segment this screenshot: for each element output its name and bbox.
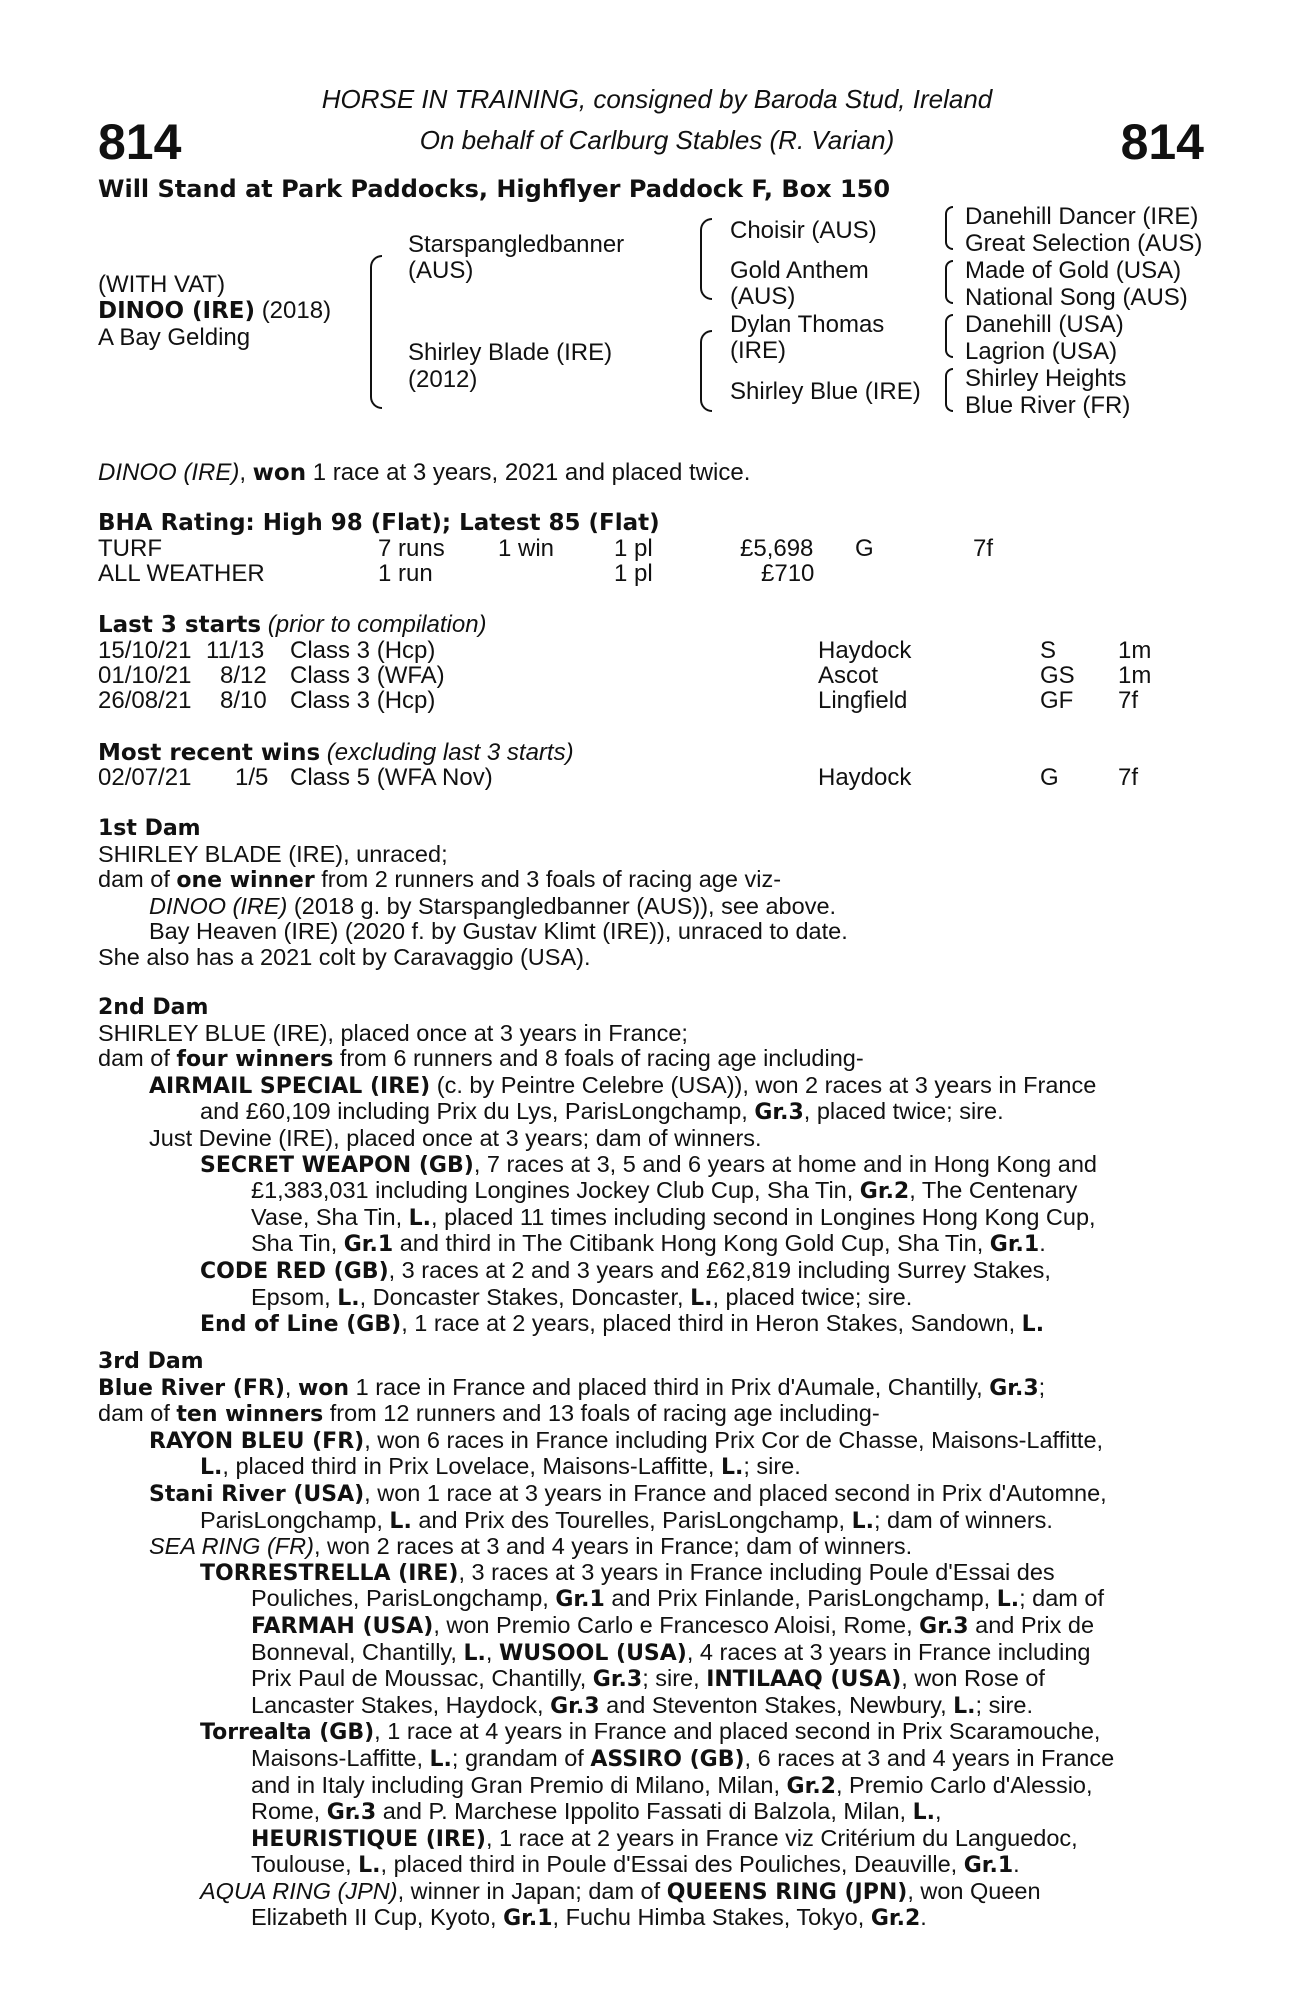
text: ,	[935, 1798, 942, 1825]
form-class: Class 3 (Hcp)	[290, 637, 436, 664]
first-dam-title: 1st Dam	[98, 816, 201, 841]
dd-brace	[945, 368, 953, 412]
winners-count: one winner	[176, 868, 315, 894]
grade: L.	[851, 1508, 874, 1534]
text: ; dam of	[1019, 1585, 1104, 1612]
text: and Steventon Stakes, Newbury,	[599, 1691, 954, 1718]
text: Toulouse,	[251, 1851, 359, 1878]
dam-dam-dam: Blue River (FR)	[965, 392, 1131, 419]
consignor-line: HORSE IN TRAINING, consigned by Baroda Stud, Ireland	[321, 84, 993, 114]
grade: L.	[953, 1693, 976, 1719]
rating-runs: 7 runs	[378, 535, 445, 562]
sire-dam-sire: Made of Gold (USA)	[965, 257, 1182, 284]
text: , Fuchu Himba Stakes, Tokyo,	[552, 1904, 871, 1931]
dam-sire-line2: (IRE)	[730, 337, 786, 364]
dam-brace	[700, 330, 712, 412]
grade: L.	[408, 1205, 432, 1231]
text: and Prix Finlande, ParisLongchamp,	[604, 1585, 997, 1612]
third-dam-section: 3rd Dam Blue River (FR), won 1 race in France and placed third in Prix d'Aumale, Chantilly, Gr.3; dam of ten winners from 12 runners and 13 foals of racing age including- RAYON BLEU (FR), won 6 races in France including Prix Cor de Chasse, Maisons-Laffitte, L., placed third in Prix Lovelace, Maisons-Laffitte, L.; sire. Stani River (USA), won 1 race at 3 years in France and placed second in Prix d'Automne, ParisLongchamp, L. and Prix des Tourelles, ParisLongchamp, L.; dam of winners. SEA RING (FR), won 2 races at 3 and 4 years in France; dam of winners. TORRESTRELLA (IRE), 3 races at 3 years in France including Poule d'Essai des Pouliches, ParisLongchamp, Gr.1 and Prix Finlande, ParisLongchamp, L.; dam of FARMAH (USA), won Premio Carlo e Francesco Aloisi, Rome, Gr.3 and Prix de Bonneval, Chantilly, L., WUSOOL (USA), 4 races at 3 years in France including Prix Paul de Moussac, Chantilly, Gr.3; sire, INTILAAQ (USA), won Rose of Lancaster Stakes, Haydock, Gr.3 and Steventon Stakes, Newbury, L.; sire. Torrealta (GB), 1 race at 4 years in France and placed second in Prix Scaramouche, Maisons-Laffitte, L.; grandam of ASSIRO (GB), 6 races at 3 and 4 years in France and in Italy including Gran Premio di Milano, Milan, Gr.2, Premio Carlo d'Alessio, Rome, Gr.3 and P. Marchese Ippolito Fassati di Balzola, Milan, L., HEURISTIQUE (IRE), 1 race at 2 years in France viz Critérium du Languedoc, Toulouse, L., placed third in Poule d'Essai des Pouliches, Deauville, Gr.1. AQUA RING (JPN), winner in Japan; dam of QUEENS RING (JPN), won Queen Elizabeth II Cup, Kyoto, Gr.1, Fuchu Himba Stakes, Tokyo, Gr.2.	[98, 1349, 1115, 1932]
grade: Gr.1	[963, 1853, 1014, 1879]
text: , 1 race at 2 years in France viz Critérium du Languedoc,	[486, 1824, 1078, 1851]
text: ; sire,	[642, 1665, 707, 1692]
form-going: S	[1040, 637, 1057, 664]
text: ; dam of winners.	[873, 1506, 1053, 1533]
text: Pouliches, ParisLongchamp,	[251, 1585, 556, 1612]
grade: L.	[912, 1800, 936, 1826]
progeny-name: TORRESTRELLA (IRE)	[200, 1560, 459, 1586]
text: , winner in Japan; dam of	[397, 1877, 667, 1904]
text: .	[1039, 1230, 1046, 1257]
summary-horse: DINOO (IRE)	[98, 459, 240, 486]
text: , won 2 races at 3 and 4 years in France; dam of winners.	[313, 1533, 913, 1560]
form-position: 8/10	[220, 687, 267, 714]
form-distance: 1m	[1118, 662, 1152, 689]
text: , 4 races at 3 years in France including	[686, 1638, 1091, 1665]
rating-distance: 7f	[973, 535, 994, 562]
text: Vase, Sha Tin,	[251, 1203, 409, 1230]
dam-line1: Shirley Blade (IRE)	[408, 339, 613, 366]
race-summary: DINOO (IRE), won 1 race at 3 years, 2021 and placed twice.	[98, 459, 751, 486]
dam-sire-line1: Dylan Thomas	[730, 311, 885, 338]
form-distance: 7f	[1118, 764, 1139, 791]
grade: L.	[463, 1640, 486, 1666]
text: and P. Marchese Ippolito Fassati di Balzola, Milan,	[376, 1798, 913, 1825]
text: dam of	[98, 1045, 177, 1072]
grade: L.	[358, 1853, 381, 1879]
second-dam-section	[98, 994, 1200, 1338]
progeny-name: WUSOOL (USA)	[498, 1640, 687, 1666]
horse-description: A Bay Gelding	[98, 324, 251, 351]
summary-won: won	[252, 460, 307, 486]
grade: L.	[389, 1508, 412, 1534]
progeny-name: AIRMAIL SPECIAL (IRE)	[149, 1073, 431, 1099]
grade: Gr.3	[754, 1100, 804, 1126]
rating-wins: 1 win	[498, 535, 555, 562]
text: from 12 runners and 13 foals of racing age including-	[323, 1400, 880, 1427]
won: won	[297, 1375, 350, 1401]
pedigree-brace	[370, 255, 382, 409]
progeny-name: HEURISTIQUE (IRE)	[251, 1826, 486, 1852]
text: 1 race in France and placed third in Prix d'Aumale, Chantilly,	[349, 1373, 990, 1400]
text: Bonneval, Chantilly,	[251, 1638, 464, 1665]
sire-dam-dam: National Song (AUS)	[965, 284, 1188, 311]
sire-line2: (AUS)	[408, 257, 474, 284]
rating-title: BHA Rating: High 98 (Flat); Latest 85 (Flat)	[98, 510, 660, 536]
text: .	[920, 1904, 927, 1931]
dam-dam-sire: Shirley Heights	[965, 365, 1127, 392]
last3-heading	[98, 612, 487, 638]
text: Sha Tin,	[251, 1230, 344, 1257]
sire-brace	[700, 218, 712, 300]
text: , placed third in Poule d'Essai des Pouliches, Deauville,	[380, 1851, 964, 1878]
form-date: 01/10/21	[98, 662, 192, 689]
grade: Gr.2	[870, 1906, 921, 1932]
winners-count: ten winners	[176, 1402, 324, 1428]
progeny-name: SECRET WEAPON (GB)	[200, 1152, 474, 1178]
vat-label: (WITH VAT)	[98, 271, 226, 298]
dam-name: Blue River (FR)	[98, 1375, 285, 1401]
ds-brace	[945, 314, 953, 358]
progeny-name: SEA RING (FR)	[149, 1533, 314, 1560]
text: , 3 races at 2 and 3 years and £62,819 including Surrey Stakes,	[388, 1256, 1051, 1283]
recent-heading	[98, 740, 574, 766]
recent-note: (excluding last 3 starts)	[320, 739, 574, 766]
dam-line2: (2012)	[408, 366, 478, 393]
second-dam-title: 2nd Dam	[98, 995, 209, 1020]
text: , placed third in Prix Lovelace, Maisons-Laffitte,	[222, 1453, 721, 1480]
form-position: 1/5	[235, 764, 269, 791]
progeny-name: DINOO (IRE)	[149, 892, 288, 919]
text: Elizabeth II Cup, Kyoto,	[251, 1904, 504, 1931]
sire-dam-line1: Gold Anthem	[730, 257, 869, 284]
form-going: GS	[1040, 662, 1075, 689]
horse-year: (2018)	[261, 297, 332, 324]
rating-going: G	[855, 535, 874, 562]
dam-dam: Shirley Blue (IRE)	[730, 378, 921, 405]
grade: L.	[337, 1285, 360, 1311]
progeny-name: QUEENS RING (JPN)	[666, 1879, 908, 1905]
grade: L.	[720, 1455, 744, 1481]
form-date: 26/08/21	[98, 687, 192, 714]
text: ; sire.	[975, 1691, 1033, 1718]
grade: Gr.3	[592, 1667, 643, 1693]
sire-dam-line2: (AUS)	[730, 283, 796, 310]
progeny-name: INTILAAQ (USA)	[706, 1667, 902, 1693]
first-dam-line: SHIRLEY BLADE (IRE), unraced;	[98, 840, 448, 867]
grade: Gr.1	[989, 1232, 1040, 1258]
dam-sire-sire: Danehill (USA)	[965, 311, 1124, 338]
text: from 6 runners and 8 foals of racing age including-	[333, 1045, 864, 1072]
text: Epsom,	[251, 1283, 338, 1310]
text: Rome,	[251, 1798, 327, 1825]
sire-sire-dam: Great Selection (AUS)	[965, 230, 1203, 257]
text: , won 6 races in France including Prix Cor de Chasse, Maisons-Laffitte,	[364, 1426, 1104, 1453]
text: , 7 races at 3, 5 and 6 years at home and in Hong Kong and	[473, 1150, 1097, 1177]
text: (2018 g. by Starspangledbanner (AUS)), see above.	[287, 892, 837, 919]
rating-placed: 1 pl	[614, 535, 653, 562]
rating-placed: 1 pl	[614, 560, 653, 587]
last3-title: Last 3 starts	[98, 612, 262, 638]
form-position: 8/12	[220, 662, 267, 689]
sire-sire: Choisir (AUS)	[730, 217, 877, 244]
grade: Gr.3	[989, 1375, 1039, 1401]
text: dam of	[98, 1400, 177, 1427]
form-class: Class 5 (WFA Nov)	[290, 764, 493, 791]
text: , 1 race at 4 years in France and placed second in Prix Scaramouche,	[374, 1718, 1101, 1745]
text: dam of	[98, 866, 177, 893]
sire-line1: Starspangledbanner	[408, 231, 625, 258]
progeny-name: RAYON BLEU (FR)	[149, 1428, 365, 1454]
text: , placed twice; sire.	[803, 1098, 1004, 1125]
text: and Prix des Tourelles, ParisLongchamp,	[411, 1506, 852, 1533]
rating-prize: £5,698	[740, 535, 814, 562]
progeny-line: She also has a 2021 colt by Caravaggio (USA).	[98, 943, 591, 970]
grade: L.	[429, 1746, 452, 1772]
grade: Gr.1	[503, 1906, 553, 1932]
form-course: Lingfield	[818, 687, 908, 714]
sd-brace	[945, 260, 953, 304]
text: Prix Paul de Moussac, Chantilly,	[251, 1665, 593, 1692]
text: ; grandam of	[451, 1744, 591, 1771]
form-distance: 1m	[1118, 637, 1152, 664]
winners-count: four winners	[176, 1047, 334, 1073]
text: and in Italy including Gran Premio di Milano, Milan,	[251, 1771, 787, 1798]
text: and third in The Citibank Hong Kong Gold Cup, Sha Tin,	[393, 1230, 990, 1257]
stand-location: Will Stand at Park Paddocks, Highflyer Paddock F, Box 150	[98, 175, 891, 203]
text: and Prix de	[968, 1611, 1095, 1638]
grade: L.	[200, 1455, 223, 1481]
text: , won Premio Carlo e Francesco Aloisi, Rome,	[433, 1611, 920, 1638]
rating-runs: 1 run	[378, 560, 433, 587]
on-behalf-line: On behalf of Carlburg Stables (R. Varian)	[419, 125, 895, 155]
sire-sire-sire: Danehill Dancer (IRE)	[965, 203, 1199, 230]
text: , The Centenary	[909, 1177, 1078, 1204]
lot-number-left: 814	[98, 114, 182, 170]
text: , won Queen	[907, 1877, 1041, 1904]
first-dam-section	[98, 815, 1200, 971]
form-position: 11/13	[206, 637, 265, 664]
text: , 1 race at 2 years, placed third in Heron Stakes, Sandown,	[401, 1310, 1022, 1337]
progeny-name: End of Line (GB)	[200, 1312, 402, 1338]
text: £1,383,031 including Longines Jockey Club Cup, Sha Tin,	[251, 1177, 860, 1204]
text: , 6 races at 3 and 4 years in France	[744, 1744, 1115, 1771]
second-dam-line: SHIRLEY BLUE (IRE), placed once at 3 years in France;	[98, 1019, 688, 1046]
form-date: 02/07/21	[98, 764, 192, 791]
ss-brace	[945, 206, 953, 250]
horse-name: DINOO (IRE)	[98, 298, 256, 324]
grade: Gr.2	[786, 1773, 836, 1799]
text: ,	[485, 1638, 499, 1665]
text: ;	[1038, 1373, 1046, 1400]
text: , placed 11 times including second in Longines Hong Kong Cup,	[431, 1203, 1096, 1230]
text: , Premio Carlo d'Alessio,	[835, 1771, 1093, 1798]
rating-prize: £710	[761, 560, 815, 587]
grade: Gr.2	[859, 1179, 910, 1205]
text: , 3 races at 3 years in France including Poule d'Essai des	[458, 1558, 1055, 1585]
rating-surface: ALL WEATHER	[98, 560, 265, 587]
recent-title: Most recent wins	[98, 740, 321, 766]
text: Maisons-Laffitte,	[251, 1744, 430, 1771]
progeny-name: ASSIRO (GB)	[590, 1746, 745, 1772]
grade: Gr.3	[326, 1800, 377, 1826]
progeny-name: FARMAH (USA)	[251, 1613, 434, 1639]
text: .	[1013, 1851, 1020, 1878]
form-course: Haydock	[818, 637, 912, 664]
text: , won 1 race at 3 years in France and placed second in Prix d'Automne,	[364, 1479, 1107, 1506]
summary-text: 1 race at 3 years, 2021 and placed twice.	[306, 459, 751, 486]
progeny-line: Just Devine (IRE), placed once at 3 years; dam of winners.	[149, 1124, 762, 1151]
third-dam-title: 3rd Dam	[98, 1349, 204, 1374]
text: , Doncaster Stakes, Doncaster,	[359, 1283, 691, 1310]
grade: Gr.3	[550, 1693, 600, 1719]
grade: L.	[690, 1285, 713, 1311]
last3-note: (prior to compilation)	[261, 611, 487, 638]
form-going: G	[1040, 764, 1059, 791]
rating-surface: TURF	[98, 535, 162, 562]
grade: L.	[1021, 1312, 1045, 1338]
text: , placed twice; sire.	[712, 1283, 913, 1310]
text: , won Rose of	[901, 1665, 1045, 1692]
lot-number-right: 814	[1120, 114, 1204, 170]
progeny-name: Stani River (USA)	[149, 1481, 365, 1507]
form-class: Class 3 (WFA)	[290, 662, 445, 689]
grade: Gr.1	[555, 1587, 605, 1613]
grade: L.	[996, 1587, 1020, 1613]
progeny-line: Bay Heaven (IRE) (2020 f. by Gustav Klimt (IRE)), unraced to date.	[149, 918, 848, 945]
form-course: Haydock	[818, 764, 912, 791]
progeny-name: AQUA RING (JPN)	[200, 1877, 398, 1904]
text: ParisLongchamp,	[200, 1506, 390, 1533]
progeny-name: CODE RED (GB)	[200, 1258, 389, 1284]
text: ; sire.	[743, 1453, 801, 1480]
grade: Gr.3	[919, 1613, 969, 1639]
text: and £60,109 including Prix du Lys, ParisLongchamp,	[200, 1098, 755, 1125]
form-class: Class 3 (Hcp)	[290, 687, 436, 714]
text: Lancaster Stakes, Haydock,	[251, 1691, 551, 1718]
form-course: Ascot	[818, 662, 879, 689]
horse-title	[98, 298, 331, 324]
progeny-name: Torrealta (GB)	[200, 1720, 375, 1746]
form-going: GF	[1040, 687, 1074, 714]
form-distance: 7f	[1118, 687, 1139, 714]
grade: Gr.1	[343, 1232, 394, 1258]
dam-sire-dam: Lagrion (USA)	[965, 338, 1118, 365]
text: (c. by Peintre Celebre (USA)), won 2 races at 3 years in France	[430, 1071, 1097, 1098]
text: from 2 runners and 3 foals of racing age viz-	[314, 866, 782, 893]
form-date: 15/10/21	[98, 637, 192, 664]
